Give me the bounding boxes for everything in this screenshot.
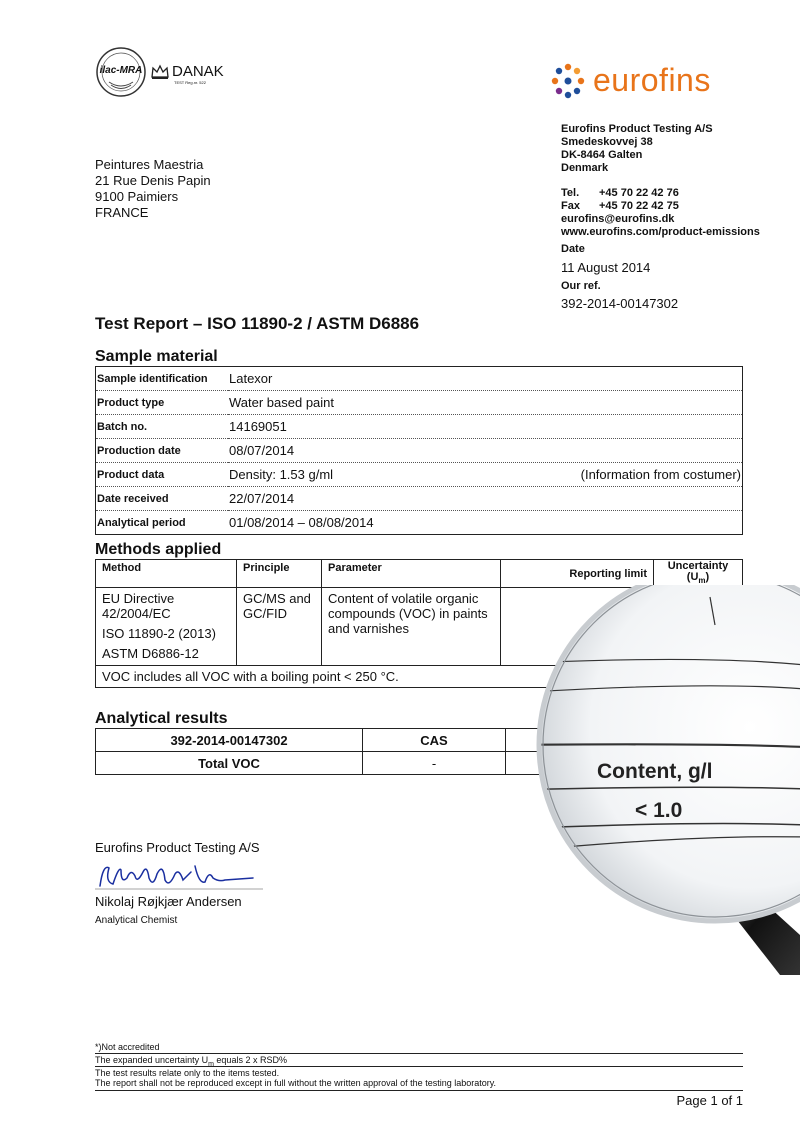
total-voc-label: Total VOC bbox=[96, 752, 363, 775]
eurofins-dots-icon bbox=[550, 63, 586, 99]
ilac-mra-logo bbox=[95, 46, 147, 98]
sample-key: Production date bbox=[97, 444, 181, 457]
ref-label: Our ref. bbox=[561, 280, 601, 292]
danak-logo-text: DANAK bbox=[172, 63, 224, 80]
recipient-line: 21 Rue Denis Papin bbox=[95, 173, 211, 188]
recipient-line: FRANCE bbox=[95, 205, 149, 220]
recipient-address bbox=[95, 157, 211, 221]
sample-key: Batch no. bbox=[97, 420, 148, 433]
fax-value: +45 70 22 42 75 bbox=[599, 200, 679, 212]
table-row bbox=[96, 391, 743, 415]
recipient-line: 9100 Paimiers bbox=[95, 189, 179, 204]
fax-label: Fax bbox=[561, 200, 580, 212]
sample-table bbox=[95, 366, 743, 535]
ref-value: 392-2014-00147302 bbox=[561, 296, 679, 311]
sample-key: Sample identification bbox=[97, 372, 208, 385]
col-uncertainty: Uncertainty $(U_m)$ bbox=[654, 560, 743, 588]
recipient-line: Peintures Maestria bbox=[95, 157, 204, 172]
sender-street: Smedeskovvej 38 bbox=[561, 136, 653, 148]
col-reporting-limit: Reporting limit bbox=[501, 560, 654, 588]
footer-not-accredited: *)Not accredited bbox=[95, 1042, 160, 1052]
sample-note: (Information from costumer) bbox=[580, 467, 741, 482]
tel-label: Tel. bbox=[561, 187, 580, 199]
sender-name: Eurofins Product Testing A/S bbox=[561, 123, 713, 135]
eurofins-logo-text: eurofins bbox=[593, 62, 711, 98]
table-row bbox=[96, 415, 743, 439]
sender-country: Denmark bbox=[561, 162, 609, 174]
sender-city: DK-8464 Galten bbox=[561, 149, 643, 161]
sample-value: Water based paint bbox=[229, 395, 335, 410]
footer-uncertainty: The expanded uncertainty $U_m$ equals 2 x RSD% bbox=[95, 1053, 743, 1068]
col-report-id: 392-2014-00147302 bbox=[96, 729, 363, 752]
sender-contact bbox=[561, 187, 760, 239]
sample-key: Product data bbox=[97, 468, 165, 481]
tel-value: +45 70 22 42 76 bbox=[599, 187, 679, 199]
danak-reg: TEST Reg.nr. 522 bbox=[174, 80, 206, 85]
magnifying-glass-icon bbox=[505, 585, 800, 975]
report-title: Test Report – ISO 11890-2 / ASTM D6886 bbox=[95, 314, 420, 333]
col-principle: Principle bbox=[237, 560, 322, 588]
table-row bbox=[96, 367, 743, 391]
table-header-row bbox=[96, 560, 743, 588]
table-row bbox=[96, 463, 743, 487]
date-label: Date bbox=[561, 243, 585, 255]
footer-reproduction-note: The report shall not be reproduced except in full without the written approval of the testing laboratory. bbox=[95, 1078, 497, 1088]
footer-results-note: The test results relate only to the items tested. bbox=[95, 1066, 743, 1078]
ilac-logo-text: ilac-MRA bbox=[99, 65, 143, 76]
principle-cell: GC/MS and GC/FID bbox=[237, 588, 322, 666]
table-row bbox=[96, 511, 743, 535]
method-cell: EU Directive 42/2004/EC ISO 11890-2 (2013) ASTM D6886-12 bbox=[96, 588, 237, 666]
col-parameter: Parameter bbox=[322, 560, 501, 588]
crown-icon bbox=[150, 63, 170, 81]
table-row bbox=[96, 439, 743, 463]
results-heading: Analytical results bbox=[95, 710, 228, 727]
total-voc-cas: - bbox=[363, 752, 506, 775]
magnified-content-label: Content, g/l bbox=[597, 760, 713, 783]
table-row bbox=[96, 487, 743, 511]
signature-company: Eurofins Product Testing A/S bbox=[95, 840, 260, 855]
signature-name: Nikolaj Røjkjær Andersen bbox=[95, 894, 242, 909]
methods-heading: Methods applied bbox=[95, 541, 222, 558]
footer-divider bbox=[95, 1090, 743, 1091]
sample-value: 14169051 bbox=[229, 419, 287, 434]
sample-value: 01/08/2014 – 08/08/2014 bbox=[229, 515, 374, 530]
col-method: Method bbox=[96, 560, 237, 588]
sample-key: Date received bbox=[97, 492, 169, 505]
sample-key: Analytical period bbox=[97, 516, 186, 529]
web-link[interactable]: www.eurofins.com/product-emissions bbox=[561, 226, 760, 238]
sample-key: Product type bbox=[97, 396, 165, 409]
col-cas: CAS bbox=[363, 729, 506, 752]
sample-value: Latexor bbox=[229, 371, 273, 386]
signature-title: Analytical Chemist bbox=[95, 915, 178, 926]
methods-note: VOC includes all VOC with a boiling point < 250 °C. bbox=[96, 666, 743, 688]
sample-value: Density: 1.53 g/ml (Information from costumer) bbox=[229, 467, 741, 482]
sample-value: 22/07/2014 bbox=[229, 491, 295, 506]
sender-address bbox=[561, 123, 713, 175]
sample-heading: Sample material bbox=[95, 348, 218, 365]
handwritten-signature bbox=[95, 858, 265, 894]
date-value: 11 August 2014 bbox=[561, 260, 651, 275]
parameter-cell: Content of volatile organic compounds (VOC) in paints and varnishes bbox=[322, 588, 501, 666]
magnified-content-value: < 1.0 bbox=[635, 799, 683, 822]
sample-value: 08/07/2014 bbox=[229, 443, 295, 458]
page-number: Page 1 of 1 bbox=[676, 1093, 743, 1108]
email-link[interactable]: eurofins@eurofins.dk bbox=[561, 213, 675, 225]
